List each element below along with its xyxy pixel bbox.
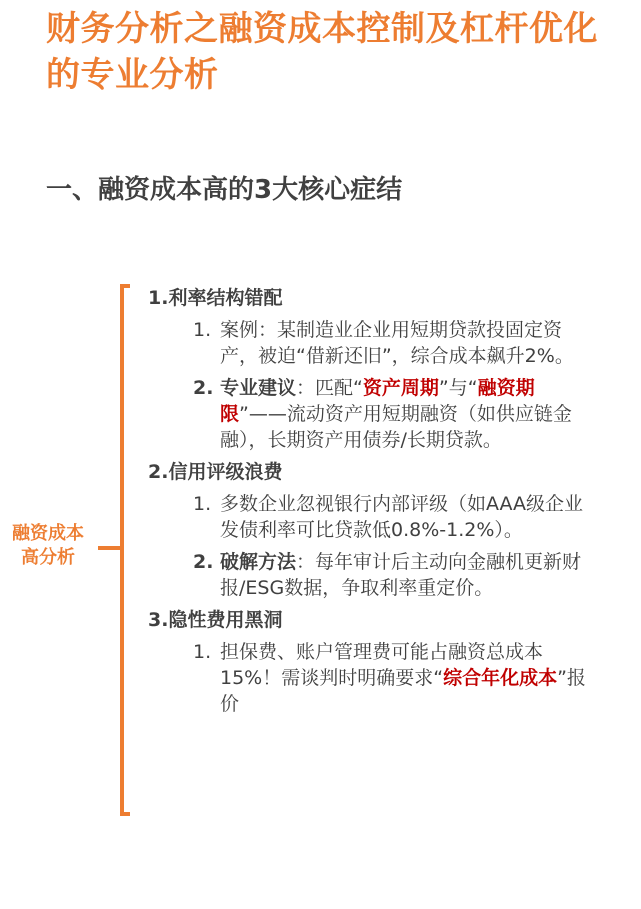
sub-list-rate-mismatch <box>148 317 598 453</box>
list-number: 1. <box>193 641 212 663</box>
page-title: 财务分析之融资成本控制及杠杆优化的专业分析 <box>46 9 598 95</box>
list-number: 2. <box>193 377 214 399</box>
list-item <box>148 491 598 543</box>
highlight-asset-cycle: 资产周期 <box>362 377 439 399</box>
analysis-content <box>148 285 598 723</box>
list-item-text: 担保费、账户管理费可能占融资总成本15%！需谈判时明确要求“ <box>220 641 544 689</box>
list-item-text: ：匹配“ <box>296 377 363 399</box>
list-item-lead: 破解方法 <box>220 551 297 573</box>
list-item-text: ”——流动资产用短期融资（如供应链金融），长期资产用债券/长期贷款。 <box>220 403 572 451</box>
highlight-annualized-cost: 综合年化成本 <box>443 667 558 689</box>
list-item-text: 多数企业忽视银行内部评级（如AAA级企业发债利率可比贷款低0.8%-1.2%）。 <box>220 493 584 541</box>
summary-bracket <box>0 282 130 818</box>
item-heading-rate-mismatch: 1.利率结构错配 <box>148 287 283 309</box>
item-heading-credit-rating: 2.信用评级浪费 <box>148 461 283 483</box>
section-heading: 一、融资成本高的3大核心症结 <box>46 175 403 205</box>
list-item <box>148 639 598 717</box>
list-number: 1. <box>193 319 212 341</box>
list-number: 1. <box>193 493 212 515</box>
list-item-text: 案例：某制造业企业用短期贷款投固定资产，被迫“借新还旧”，综合成本飙升2%。 <box>220 319 574 367</box>
sub-list-hidden-fees <box>148 639 598 717</box>
list-item <box>148 317 598 369</box>
list-item-text: ”报价 <box>220 667 586 715</box>
list-item <box>148 375 598 453</box>
list-item <box>148 549 598 601</box>
sub-list-credit-rating <box>148 491 598 601</box>
bracket-label-line-2: 高分析 <box>21 547 75 568</box>
bracket-label <box>0 522 96 570</box>
list-item-text: ”与“ <box>438 377 478 399</box>
list-item-text: ：每年审计后主动向金融机更新财报/ESG数据，争取利率重定价。 <box>220 551 582 599</box>
list-item-lead: 专业建议 <box>220 377 297 399</box>
bracket-label-line-1: 融资成本 <box>12 523 84 544</box>
item-heading-hidden-fees: 3.隐性费用黑洞 <box>148 609 283 631</box>
list-number: 2. <box>193 551 214 573</box>
highlight-financing-term: 融资期限 <box>220 377 535 425</box>
